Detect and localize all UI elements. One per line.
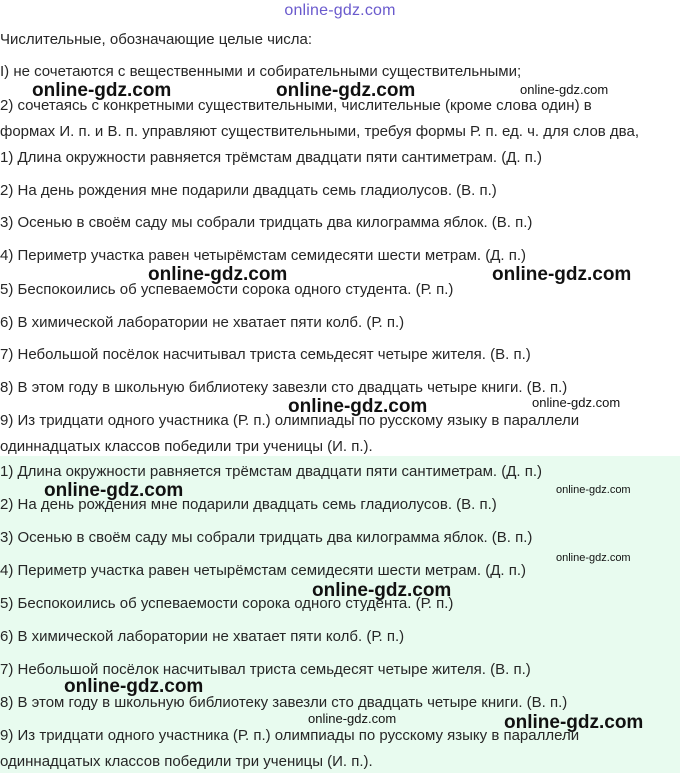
rule-2-line-2: формах И. п. и В. п. управляют существительными, требуя формы Р. п. ед. ч. для слов два,: [0, 123, 639, 140]
watermark: online-gdz.com: [520, 82, 609, 97]
task-sentence-3: 3) Осенью в своём саду мы собрали тридцать два килограмма яблок. (В. п.): [0, 214, 533, 231]
answer-sentence-3: 3) Осенью в своём саду мы собрали тридцать два килограмма яблок. (В. п.): [0, 529, 533, 546]
watermark: online-gdz.com: [556, 484, 631, 496]
watermark: online-gdz.com: [308, 711, 397, 726]
watermark: online-gdz.com: [532, 395, 621, 410]
site-header[interactable]: online-gdz.com: [284, 2, 396, 19]
answer-sentence-8: 8) В этом году в школьную библиотеку завезли сто двадцать четыре книги. (В. п.): [0, 694, 568, 711]
answer-sentence-4: 4) Периметр участка равен четырёмстам семидесяти шести метрам. (Д. п.): [0, 562, 527, 579]
answer-sentence-1: 1) Длина окружности равняется трёмстам двадцати пяти сантиметрам. (Д. п.): [0, 463, 543, 480]
task-sentence-7: 7) Небольшой посёлок насчитывал триста семьдесят четыре жителя. (В. п.): [0, 346, 531, 363]
task-sentence-2: 2) На день рождения мне подарили двадцать семь гладиолусов. (В. п.): [0, 182, 497, 199]
answer-sentence-6: 6) В химической лаборатории не хватает пяти колб. (Р. п.): [0, 628, 405, 645]
watermark: online-gdz.com: [288, 396, 428, 417]
answer-sentence-2: 2) На день рождения мне подарили двадцать семь гладиолусов. (В. п.): [0, 496, 497, 513]
task-sentence-1: 1) Длина окружности равняется трёмстам двадцати пяти сантиметрам. (Д. п.): [0, 149, 543, 166]
task-sentence-5: 5) Беспокоились об успеваемости сорока одного студента. (Р. п.): [0, 281, 454, 298]
watermark: online-gdz.com: [32, 80, 172, 101]
task-sentence-4: 4) Периметр участка равен четырёмстам семидесяти шести метрам. (Д. п.): [0, 247, 527, 264]
watermark: online-gdz.com: [492, 264, 632, 285]
watermark: online-gdz.com: [148, 264, 288, 285]
watermark: online-gdz.com: [312, 580, 452, 601]
rule-2-line-1: 2) сочетаясь с конкретными существительными, числительные (кроме слова один) в: [0, 97, 592, 114]
watermark: online-gdz.com: [504, 712, 644, 733]
answer-sentence-5: 5) Беспокоились об успеваемости сорока одного студента. (Р. п.): [0, 595, 454, 612]
task-sentence-9-line-2: одиннадцатых классов победили три ученицы (И. п.).: [0, 438, 373, 455]
rule-1: I) не сочетаются с вещественными и собирательными существительными;: [0, 63, 522, 80]
task-sentence-9-line-1: 9) Из тридцати одного участника (Р. п.) олимпиады по русскому языку в параллели: [0, 412, 580, 429]
task-sentence-8: 8) В этом году в школьную библиотеку завезли сто двадцать четыре книги. (В. п.): [0, 379, 568, 396]
watermark: online-gdz.com: [64, 676, 204, 697]
answer-sentence-9-line-2: одиннадцатых классов победили три ученицы (И. п.).: [0, 753, 373, 770]
watermark: online-gdz.com: [556, 552, 631, 564]
task-sentence-6: 6) В химической лаборатории не хватает пяти колб. (Р. п.): [0, 314, 405, 331]
answer-sentence-9-line-1: 9) Из тридцати одного участника (Р. п.) олимпиады по русскому языку в параллели: [0, 727, 580, 744]
rules-intro: Числительные, обозначающие целые числа:: [0, 31, 313, 48]
watermark: online-gdz.com: [44, 480, 184, 501]
watermark: online-gdz.com: [276, 80, 416, 101]
answer-sentence-7: 7) Небольшой посёлок насчитывал триста семьдесят четыре жителя. (В. п.): [0, 661, 531, 678]
